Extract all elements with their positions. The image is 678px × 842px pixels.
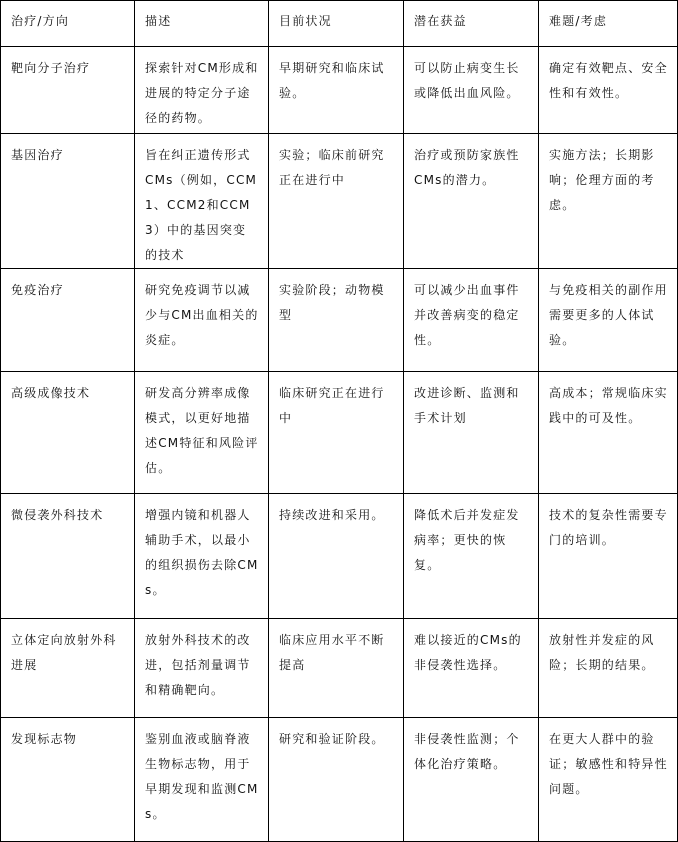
table-row (1, 619, 678, 718)
table-row (1, 134, 678, 269)
cell-challenge: 技术的复杂性需要专门的培训。 (539, 494, 678, 619)
table-row (1, 718, 678, 842)
cell-description: 放射外科技术的改进，包括剂量调节和精确靶向。 (135, 619, 269, 718)
cell-description: 探索针对CM形成和进展的特定分子途径的药物。 (135, 47, 269, 134)
header-cell-status: 目前状况 (269, 1, 404, 47)
cell-treatment: 免疫治疗 (1, 269, 135, 372)
cell-benefit: 降低术后并发症发病率；更快的恢复。 (404, 494, 539, 619)
cell-status: 早期研究和临床试验。 (269, 47, 404, 134)
cell-benefit: 可以防止病变生长或降低出血风险。 (404, 47, 539, 134)
cell-treatment: 靶向分子治疗 (1, 47, 135, 134)
cell-status: 持续改进和采用。 (269, 494, 404, 619)
cell-treatment: 微侵袭外科技术 (1, 494, 135, 619)
table-row (1, 269, 678, 372)
cell-challenge: 与免疫相关的副作用需要更多的人体试验。 (539, 269, 678, 372)
cell-status: 临床应用水平不断提高 (269, 619, 404, 718)
cell-treatment: 高级成像技术 (1, 372, 135, 494)
cell-benefit: 可以减少出血事件并改善病变的稳定性。 (404, 269, 539, 372)
cell-treatment: 发现标志物 (1, 718, 135, 842)
header-row (1, 1, 678, 47)
table-row (1, 47, 678, 134)
cell-benefit: 难以接近的CMs的非侵袭性选择。 (404, 619, 539, 718)
cell-challenge: 高成本；常规临床实践中的可及性。 (539, 372, 678, 494)
cell-challenge: 实施方法；长期影响；伦理方面的考虑。 (539, 134, 678, 269)
cell-status: 实验；临床前研究正在进行中 (269, 134, 404, 269)
cell-description: 增强内镜和机器人辅助手术，以最小的组织损伤去除CMs。 (135, 494, 269, 619)
table-row (1, 372, 678, 494)
cell-description: 研发高分辨率成像模式，以更好地描述CM特征和风险评估。 (135, 372, 269, 494)
cell-benefit: 非侵袭性监测；个体化治疗策略。 (404, 718, 539, 842)
cell-description: 研究免疫调节以减少与CM出血相关的炎症。 (135, 269, 269, 372)
cell-status: 研究和验证阶段。 (269, 718, 404, 842)
header-cell-treatment: 治疗/方向 (1, 1, 135, 47)
cell-status: 实验阶段；动物模型 (269, 269, 404, 372)
header-cell-challenge: 难题/考虑 (539, 1, 678, 47)
header-cell-benefit: 潜在获益 (404, 1, 539, 47)
header-cell-description: 描述 (135, 1, 269, 47)
table-row (1, 494, 678, 619)
cell-treatment: 立体定向放射外科进展 (1, 619, 135, 718)
cell-challenge: 放射性并发症的风险；长期的结果。 (539, 619, 678, 718)
cell-challenge: 在更大人群中的验证；敏感性和特异性问题。 (539, 718, 678, 842)
cell-status: 临床研究正在进行中 (269, 372, 404, 494)
cell-treatment: 基因治疗 (1, 134, 135, 269)
cell-benefit: 治疗或预防家族性CMs的潜力。 (404, 134, 539, 269)
cell-challenge: 确定有效靶点、安全性和有效性。 (539, 47, 678, 134)
cell-description: 旨在纠正遗传形式CMs（例如，CCM1、CCM2和CCM3）中的基因突变的技术 (135, 134, 269, 269)
cell-benefit: 改进诊断、监测和手术计划 (404, 372, 539, 494)
cell-description: 鉴别血液或脑脊液生物标志物，用于早期发现和监测CMs。 (135, 718, 269, 842)
